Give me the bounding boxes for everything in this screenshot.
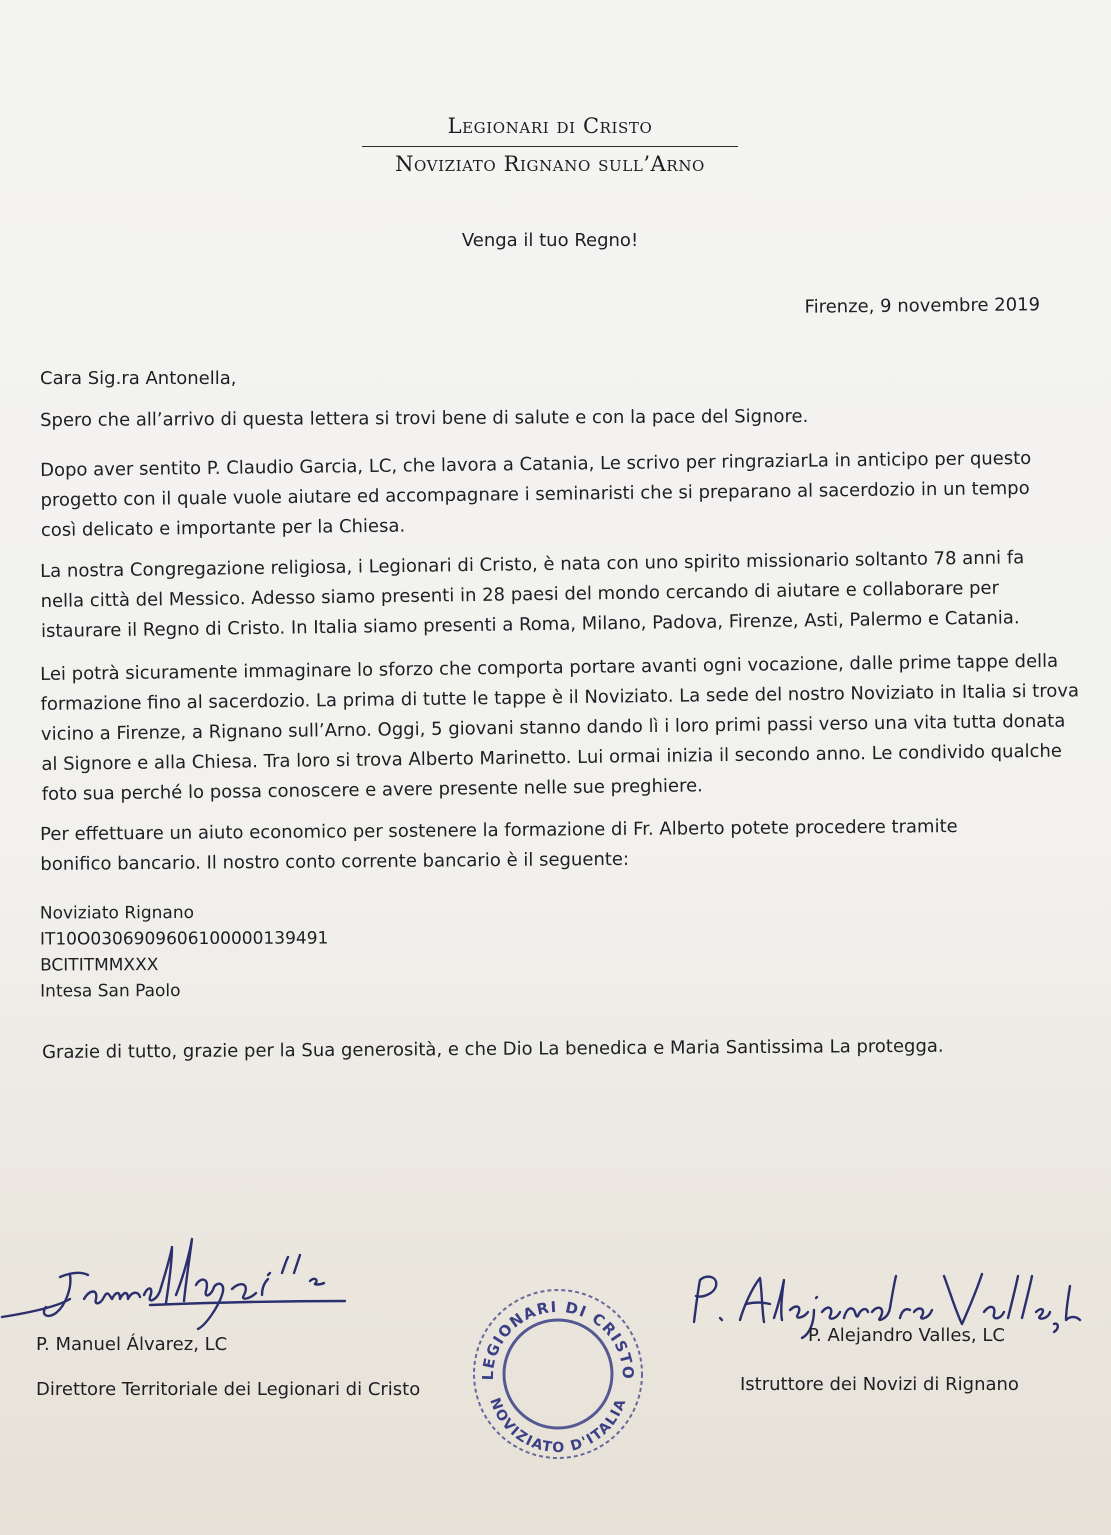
bank-iban: IT10O0306909606100000139491 [39, 928, 329, 950]
letterhead-divider [362, 146, 738, 147]
stamp-bottom-text: NOVIZIATO D'ITALIA [486, 1395, 630, 1457]
signatory-right-role: Istruttore dei Novizi di Rignano [740, 1374, 1019, 1395]
bank-holder: Noviziato Rignano [39, 902, 195, 924]
bank-details [40, 899, 329, 1004]
letterhead-organization: Legionari di Cristo [447, 114, 653, 138]
bank-bic: BCITITMMXXX [40, 955, 159, 976]
paragraph-congregation: La nostra Congregazione religiosa, i Legionari di Cristo, è nata con uno spirito missionario soltanto 78 anni fa nella città del Messico. Adesso siamo presenti in 28 paesi del mondo cercando di aiutare e collaborare per istaurare il Regno di Cristo. In Italia siamo presenti a Roma, Milano, Padova, Firenze, Asti, Palermo e Catania. [40, 547, 1025, 642]
paragraph-thanks: Dopo aver sentito P. Claudio Garcia, LC, che lavora a Catania, Le scrivo per ringraziarLa in anticipo per questo progetto con il quale vuole aiutare ed accompagnare i seminaristi che si preparano al sacerdozio in un tempo così delicato e importante per la Chiesa. [40, 447, 1032, 541]
signatory-left-role: Direttore Territoriale dei Legionari di Cristo [36, 1379, 421, 1400]
letterhead-house: Noviziato Rignano sull’Arno [395, 152, 705, 176]
signature-manuel-alvarez [0, 1225, 360, 1335]
bank-name: Intesa San Paolo [40, 981, 181, 1002]
official-stamp [468, 1282, 648, 1462]
paragraph-novitiate: Lei potrà sicuramente immaginare lo sforzo che comporta portare avanti ogni vocazione, dalle prime tappe della formazione fino al sacerdozio. La prima di tutte le tappe è il Noviziato. La sede del nostro Noviziato in Italia si trova vicino a Firenze, a Rignano sull’Arno. Oggi, 5 giovani stanno dando lì i loro primi passi verso una vita tutta donata al Signore e alla Chiesa. Tra loro si trova Alberto Marinetto. Lui ormai inizia il secondo anno. Le condivido qualche foto sua perché lo possa conoscere e avere presente nelle sue preghiere. [40, 650, 1080, 805]
signatory-right-name: P. Alejandro Valles, LC [808, 1325, 1005, 1346]
motto: Venga il tuo Regno! [461, 230, 639, 251]
paragraph-greeting: Spero che all’arrivo di questa lettera si trovi bene di salute e con la pace del Signore. [40, 405, 809, 431]
salutation: Cara Sig.ra Antonella, [40, 368, 237, 389]
signatory-left-name: P. Manuel Álvarez, LC [36, 1334, 228, 1355]
paragraph-donation: Per effettuare un aiuto economico per sostenere la formazione di Fr. Alberto potete procedere tramite bonifico bancario. Il nostro conto corrente bancario è il seguente: [40, 815, 958, 875]
letter-date: Firenze, 9 novembre 2019 [804, 294, 1041, 318]
closing-line: Grazie di tutto, grazie per la Sua generosità, e che Dio La benedica e Maria Santissima La protegga. [42, 1035, 944, 1063]
stamp-top-text: LEGIONARI DI CRISTO [478, 1297, 638, 1381]
